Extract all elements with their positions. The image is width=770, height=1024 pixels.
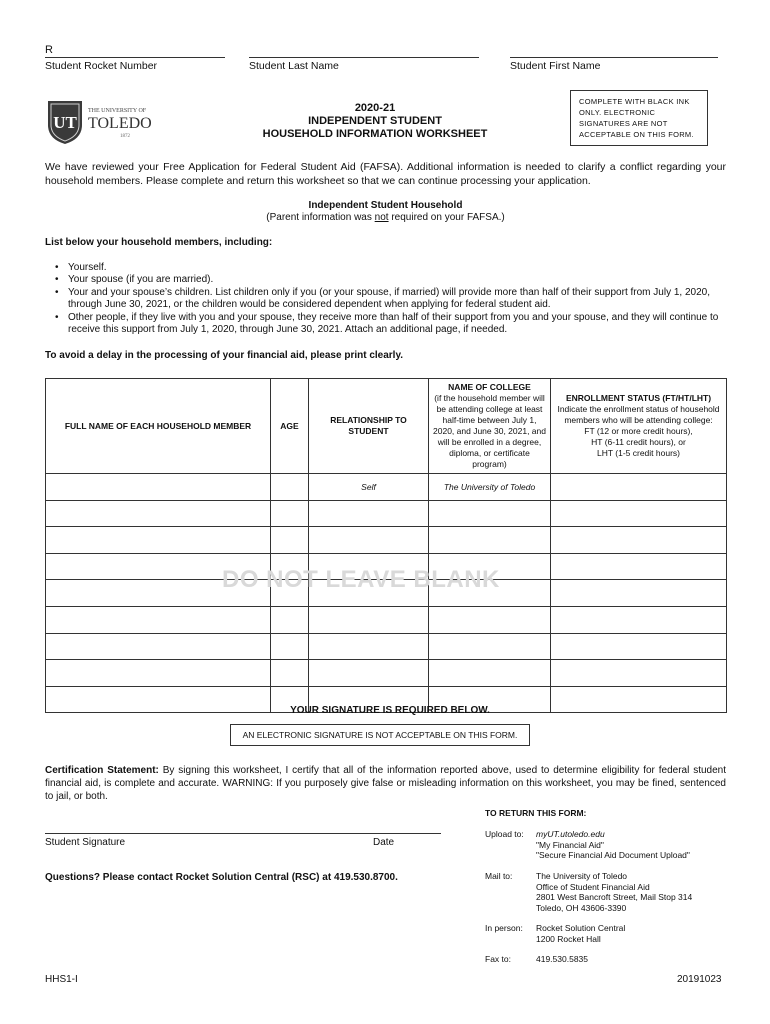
- cell-college[interactable]: [429, 553, 551, 580]
- table-row: [46, 580, 727, 607]
- cell-relationship[interactable]: [309, 580, 429, 607]
- cell-status[interactable]: [551, 474, 727, 501]
- cell-relationship[interactable]: [309, 633, 429, 660]
- enroll-desc: FT (12 or more credit hours),: [584, 426, 693, 436]
- cell-status[interactable]: [551, 527, 727, 554]
- header-age: AGE: [271, 379, 309, 474]
- title-line2: INDEPENDENT STUDENT: [308, 115, 442, 127]
- cell-college: The University of Toledo: [429, 474, 551, 501]
- table-row: [46, 660, 727, 687]
- fax-label: Fax to:: [485, 954, 511, 964]
- table-row: [46, 474, 727, 501]
- upload-line: "My Financial Aid": [536, 839, 604, 850]
- cell-name[interactable]: [46, 474, 271, 501]
- cell-age[interactable]: [271, 553, 309, 580]
- enroll-desc: HT (6-11 credit hours), or: [591, 437, 686, 447]
- table-row: [46, 633, 727, 660]
- esignature-notice: AN ELECTRONIC SIGNATURE IS NOT ACCEPTABLE ON THIS FORM.: [230, 724, 530, 746]
- cell-relationship[interactable]: [309, 606, 429, 633]
- last-name-label: Student Last Name: [249, 60, 339, 72]
- cell-status[interactable]: [551, 660, 727, 687]
- notice-line: ACCEPTABLE ON THIS FORM.: [579, 130, 694, 139]
- table-row: [46, 553, 727, 580]
- cell-status[interactable]: [551, 553, 727, 580]
- college-title: NAME OF COLLEGE: [448, 382, 531, 392]
- cell-age[interactable]: [271, 633, 309, 660]
- form-code: HHS1-I: [45, 974, 78, 985]
- notice-line: ONLY. ELECTRONIC: [579, 108, 656, 117]
- shield-icon: [46, 97, 161, 145]
- signature-line[interactable]: [45, 833, 441, 834]
- list-item: • Your and your spouse’s children. List children only if you (or your spouse, if married) will provide more than half of their support from July 1, 2020, through June 30, 2021, or the children would be considered dependent when applying for federal student aid.: [55, 287, 726, 312]
- cell-name[interactable]: [46, 633, 271, 660]
- form-version: 20191023: [677, 974, 722, 985]
- page-title: [240, 102, 510, 141]
- cell-college[interactable]: [429, 606, 551, 633]
- header-college: [429, 379, 551, 474]
- cell-age[interactable]: [271, 580, 309, 607]
- cell-age[interactable]: [271, 527, 309, 554]
- table-row: [46, 527, 727, 554]
- cell-relationship[interactable]: [309, 553, 429, 580]
- last-name-field[interactable]: [249, 44, 479, 58]
- mail-label: Mail to:: [485, 871, 513, 881]
- cell-name[interactable]: [46, 660, 271, 687]
- date-label: Date: [373, 837, 395, 848]
- cell-relationship[interactable]: [309, 660, 429, 687]
- mail-line: The University of Toledo: [536, 871, 628, 881]
- title-year: 2020-21: [354, 102, 396, 114]
- cell-college[interactable]: [429, 527, 551, 554]
- cell-status[interactable]: [551, 606, 727, 633]
- enroll-desc: LHT (1-5 credit hours): [597, 448, 680, 458]
- questions-contact: Questions? Please contact Rocket Solution Central (RSC) at 419.530.8700.: [45, 872, 398, 883]
- first-name-field[interactable]: [510, 44, 718, 58]
- certification-text: By signing this worksheet, I certify that all of the information reported above, used to determine eligibility for federal student financial aid, is complete and accurate. WARNING: If you purposely give false or misleading information on this worksheet, you may be fined, sentenced to jail, or both.: [45, 765, 726, 802]
- cell-name[interactable]: [46, 606, 271, 633]
- cell-age[interactable]: [271, 500, 309, 527]
- certification-label: Certification Statement:: [45, 765, 159, 776]
- section-heading: Independent Student Household: [308, 200, 463, 211]
- subheading-underlined: not: [374, 212, 389, 223]
- cell-relationship: Self: [309, 474, 429, 501]
- signature-required-heading: YOUR SIGNATURE IS REQUIRED BELOW.: [290, 705, 490, 716]
- header-relationship: RELATIONSHIP TO STUDENT: [309, 379, 429, 474]
- cell-college[interactable]: [429, 660, 551, 687]
- logo-text-top: THE UNIVERSITY OF: [88, 108, 147, 114]
- watermark: DO NOT LEAVE BLANK: [222, 566, 500, 593]
- household-table: [45, 378, 727, 713]
- cell-name[interactable]: [46, 553, 271, 580]
- upload-label: Upload to:: [485, 829, 524, 839]
- rocket-number-label: Student Rocket Number: [45, 60, 158, 72]
- cell-relationship[interactable]: [309, 500, 429, 527]
- cell-relationship[interactable]: [309, 527, 429, 554]
- subheading-prefix: (Parent information was: [266, 212, 375, 223]
- logo-shield-text: UT: [53, 113, 77, 132]
- mail-line: Toledo, OH 43606-3390: [536, 902, 627, 913]
- cell-name[interactable]: [46, 500, 271, 527]
- list-heading: List below your household members, including:: [45, 237, 273, 248]
- mail-line: 2801 West Bancroft Street, Mail Stop 314: [536, 892, 693, 902]
- upload-line: "Secure Financial Aid Document Upload": [536, 850, 690, 860]
- certification-statement: [45, 764, 726, 803]
- section-subheading: [45, 212, 726, 223]
- list-item: • Your spouse (if you are married).: [55, 274, 726, 286]
- intro-paragraph: We have reviewed your Free Application for Federal Student Aid (FAFSA). Additional information is needed to clarify a conflict regarding your household members. Please complete and return this worksheet so that we can continue processing your application.: [45, 161, 726, 187]
- first-name-label: Student First Name: [510, 60, 601, 72]
- cell-college[interactable]: [429, 633, 551, 660]
- cell-status[interactable]: [551, 633, 727, 660]
- cell-age[interactable]: [271, 606, 309, 633]
- fax-number: 419.530.5835: [536, 954, 588, 964]
- college-desc: (if the household member will be attending college at least half-time between July 1, 2020, and June 30, 2021, and will be enrolled in a degree, diploma, or certificate program): [433, 393, 546, 469]
- table-header-row: [46, 379, 727, 474]
- subheading-suffix: required on your FAFSA.): [388, 212, 505, 223]
- header-enrollment: [551, 379, 727, 474]
- rocket-number-field[interactable]: [45, 44, 225, 58]
- cell-college[interactable]: [429, 580, 551, 607]
- logo-text-main: TOLEDO: [88, 115, 152, 132]
- notice-line: COMPLETE WITH BLACK INK: [579, 97, 690, 106]
- university-logo: [46, 97, 161, 145]
- upload-details: [536, 829, 690, 861]
- rocket-number-value: R: [45, 44, 53, 56]
- upload-link[interactable]: myUT.utoledo.edu: [536, 829, 605, 839]
- cell-status[interactable]: [551, 580, 727, 607]
- in-person-details: [536, 923, 625, 944]
- enroll-title: ENROLLMENT STATUS (FT/HT/LHT): [565, 393, 712, 403]
- student-signature-label: Student Signature: [45, 837, 126, 848]
- in-person-label: In person:: [485, 923, 523, 933]
- cell-age[interactable]: [271, 660, 309, 687]
- logo-year: 1872: [120, 134, 130, 139]
- list-item: • Other people, if they live with you and your spouse, they receive more than half of their support from you and your spouse, and they will continue to receive this support from July 1, 2020, through June 30, 2021. Attach an additional page, if needed.: [55, 312, 726, 337]
- cell-status[interactable]: [551, 500, 727, 527]
- cell-college[interactable]: [429, 500, 551, 527]
- table-row: [46, 606, 727, 633]
- household-bullet-list: [55, 262, 726, 336]
- cell-name[interactable]: [46, 580, 271, 607]
- return-heading: TO RETURN THIS FORM:: [485, 808, 587, 818]
- table-row: [46, 500, 727, 527]
- print-clearly-note: To avoid a delay in the processing of your financial aid, please print clearly.: [45, 350, 404, 361]
- person-line: 1200 Rocket Hall: [536, 933, 601, 944]
- title-line3: HOUSEHOLD INFORMATION WORKSHEET: [262, 128, 488, 140]
- cell-name[interactable]: [46, 527, 271, 554]
- enroll-desc: Indicate the enrollment status of household members who will be attending college:: [557, 404, 720, 425]
- notice-line: SIGNATURES ARE NOT: [579, 119, 668, 128]
- cell-age[interactable]: [271, 474, 309, 501]
- list-item: • Yourself.: [55, 262, 726, 274]
- ink-notice-box: [570, 90, 708, 146]
- header-full-name: FULL NAME OF EACH HOUSEHOLD MEMBER: [46, 379, 271, 474]
- mail-address: [536, 871, 692, 913]
- person-line: Rocket Solution Central: [536, 923, 626, 933]
- mail-line: Office of Student Financial Aid: [536, 881, 650, 892]
